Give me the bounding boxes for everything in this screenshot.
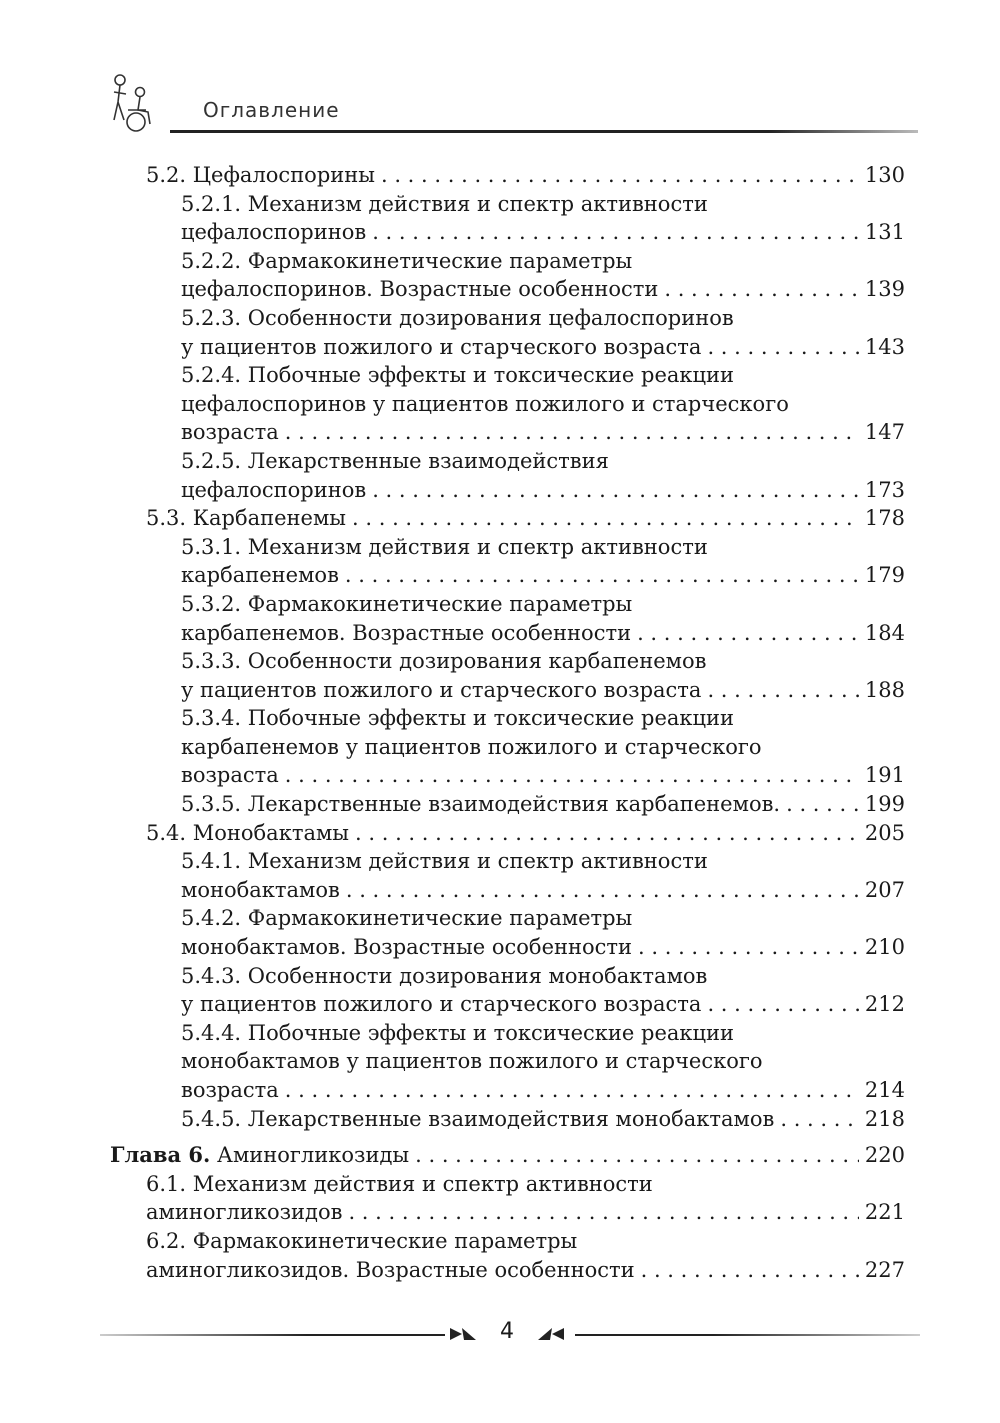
page-number: 4: [500, 1319, 514, 1344]
toc-entry-text: цефалоспоринов у пациентов пожилого и старческого: [181, 391, 789, 416]
toc-entry-text: 5.4.4. Побочные эффекты и токсические реакции: [181, 1020, 735, 1045]
dot-leader: [285, 1076, 859, 1105]
toc-entry[interactable]: [110, 161, 905, 190]
toc-page-number: 207: [864, 877, 905, 902]
toc-entry[interactable]: [110, 361, 905, 447]
toc-entry[interactable]: [110, 247, 905, 304]
dot-leader: [372, 218, 859, 247]
toc-page-number: 173: [864, 477, 905, 502]
toc-entry-text: 5.3.1. Механизм действия и спектр активности: [181, 534, 708, 559]
toc-page-number: 205: [864, 820, 905, 845]
toc-entry-text: 5.4.1. Механизм действия и спектр активности: [181, 849, 708, 874]
toc-entry-text: возраста: [181, 763, 279, 788]
toc-entry-text: карбапенемов у пациентов пожилого и старческого: [181, 734, 762, 759]
dot-leader: [285, 418, 859, 447]
toc-entry-text: возраста: [181, 1078, 279, 1102]
dot-leader: [352, 504, 859, 533]
chapter-label: Глава 6.: [110, 1142, 211, 1168]
dot-leader: [641, 1256, 859, 1285]
toc-entry-text: карбапенемов: [181, 563, 339, 588]
toc-entry[interactable]: [110, 504, 905, 533]
running-header-title: Оглавление: [203, 98, 340, 122]
dot-leader: [372, 476, 859, 505]
toc-page-number: 220: [864, 1143, 905, 1168]
toc-entry-text: 5.2.1. Механизм действия и спектр активности: [181, 191, 708, 216]
dot-leader: [345, 561, 859, 590]
toc-entry[interactable]: [110, 1141, 905, 1170]
toc-entry[interactable]: [110, 904, 905, 961]
toc-entry[interactable]: [110, 447, 905, 504]
toc-entry[interactable]: [110, 1105, 905, 1134]
toc-page-number: 191: [864, 763, 905, 788]
toc-entry-text: монобактамов. Возрастные особенности: [181, 935, 633, 960]
toc-entry-text: цефалоспоринов: [181, 220, 367, 245]
toc-entry-text: 5.4.5. Лекарственные взаимодействия монобактамов: [181, 1106, 775, 1131]
toc-entry-text: у пациентов пожилого и старческого возраста: [181, 334, 702, 359]
toc-entry[interactable]: [110, 647, 905, 704]
dot-leader: [707, 676, 858, 705]
toc-entry[interactable]: [110, 790, 905, 819]
toc-page-number: 179: [864, 563, 905, 588]
toc-entry-text: 5.3.2. Фармакокинетические параметры: [181, 591, 633, 616]
toc-entry-text: 5.3.3. Особенности дозирования карбапенемов: [181, 649, 707, 674]
toc-entry-text: карбапенемов. Возрастные особенности: [181, 620, 632, 645]
toc-entry-text: 5.3. Карбапенемы: [146, 506, 347, 531]
toc-entry-text: 5.2.3. Особенности дозирования цефалоспоринов: [181, 305, 734, 330]
dot-leader: [780, 1105, 859, 1134]
dot-leader: [638, 933, 859, 962]
dot-leader: [415, 1141, 859, 1170]
toc-entry-text: 5.4.2. Фармакокинетические параметры: [181, 906, 633, 931]
toc-entry-text: 6.1. Механизм действия и спектр активности: [146, 1171, 653, 1196]
toc-entry-text: 5.4.3. Особенности дозирования монобактамов: [181, 963, 708, 988]
toc-entry-text: 5.2. Цефалоспорины: [146, 163, 375, 187]
toc-page-number: 221: [864, 1200, 905, 1225]
toc-entry-text: 5.2.2. Фармакокинетические параметры: [181, 248, 633, 273]
toc-entry[interactable]: [110, 962, 905, 1019]
dot-leader: [707, 990, 858, 1019]
dot-leader: [285, 761, 859, 790]
dot-leader: [786, 790, 859, 819]
toc-entry-text: 5.3.4. Побочные эффекты и токсические реакции: [181, 706, 735, 731]
toc-entry-text: аминогликозидов. Возрастные особенности: [146, 1257, 635, 1282]
toc-page-number: 147: [864, 420, 905, 445]
toc-entry[interactable]: [110, 1170, 905, 1227]
toc-page-number: 143: [864, 334, 905, 359]
toc-entry-text: монобактамов у пациентов пожилого и старческого: [181, 1049, 763, 1074]
toc-page-number: 218: [864, 1106, 905, 1131]
dot-leader: [381, 161, 859, 190]
dot-leader: [707, 333, 858, 362]
toc-page-number: 210: [864, 935, 905, 960]
header-divider: [170, 130, 918, 133]
toc-page-number: 212: [864, 992, 905, 1017]
toc-entry-text: цефалоспоринов. Возрастные особенности: [181, 277, 659, 302]
toc-entry[interactable]: [110, 847, 905, 904]
toc-entry[interactable]: [110, 533, 905, 590]
toc-entry[interactable]: [110, 190, 905, 247]
toc-entry-text: 5.3.5. Лекарственные взаимодействия карбапенемов.: [181, 792, 781, 817]
toc-entry[interactable]: [110, 304, 905, 361]
toc-page-number: 214: [864, 1078, 905, 1102]
toc-page-number: 227: [864, 1257, 905, 1282]
dot-leader: [348, 1198, 858, 1227]
toc-entry-text: цефалоспоринов: [181, 477, 367, 502]
toc-entry[interactable]: [110, 1019, 905, 1105]
dot-leader: [346, 876, 859, 905]
toc-page-number: 130: [864, 163, 905, 187]
footer-ornament-right-icon: [536, 1326, 566, 1342]
toc-page-number: 178: [864, 506, 905, 531]
toc-entry[interactable]: [110, 590, 905, 647]
dot-leader: [664, 275, 859, 304]
toc-entry-text: 6.2. Фармакокинетические параметры: [146, 1228, 578, 1253]
toc-entry[interactable]: [110, 1227, 905, 1284]
dot-leader: [355, 819, 859, 848]
toc-entry-text: аминогликозидов: [146, 1200, 343, 1225]
toc-entry[interactable]: [110, 704, 905, 790]
toc-page-number: 184: [864, 620, 905, 645]
toc-entry-text: монобактамов: [181, 877, 340, 902]
table-of-contents: [110, 161, 905, 1284]
toc-entry-text: у пациентов пожилого и старческого возраста: [181, 677, 702, 702]
toc-entry-text: 5.4. Монобактамы: [146, 820, 350, 845]
footer-ornament-left-icon: [448, 1326, 478, 1342]
footer-rule-left: [100, 1334, 445, 1336]
toc-entry[interactable]: [110, 819, 905, 848]
toc-entry-text: 5.2.5. Лекарственные взаимодействия: [181, 448, 609, 473]
toc-entry-text: 5.2.4. Побочные эффекты и токсические реакции: [181, 363, 735, 388]
footer-rule-right: [575, 1334, 920, 1336]
toc-page-number: 199: [864, 792, 905, 817]
toc-page-number: 131: [864, 220, 905, 245]
toc-page-number: 139: [864, 277, 905, 302]
elderly-care-logo-icon: [100, 72, 164, 134]
toc-entry-text: возраста: [181, 420, 279, 445]
toc-entry-text: у пациентов пожилого и старческого возраста: [181, 992, 702, 1017]
toc-entry-text: Глава 6. Аминогликозиды: [110, 1142, 410, 1168]
toc-page-number: 188: [864, 677, 905, 702]
dot-leader: [637, 619, 859, 648]
